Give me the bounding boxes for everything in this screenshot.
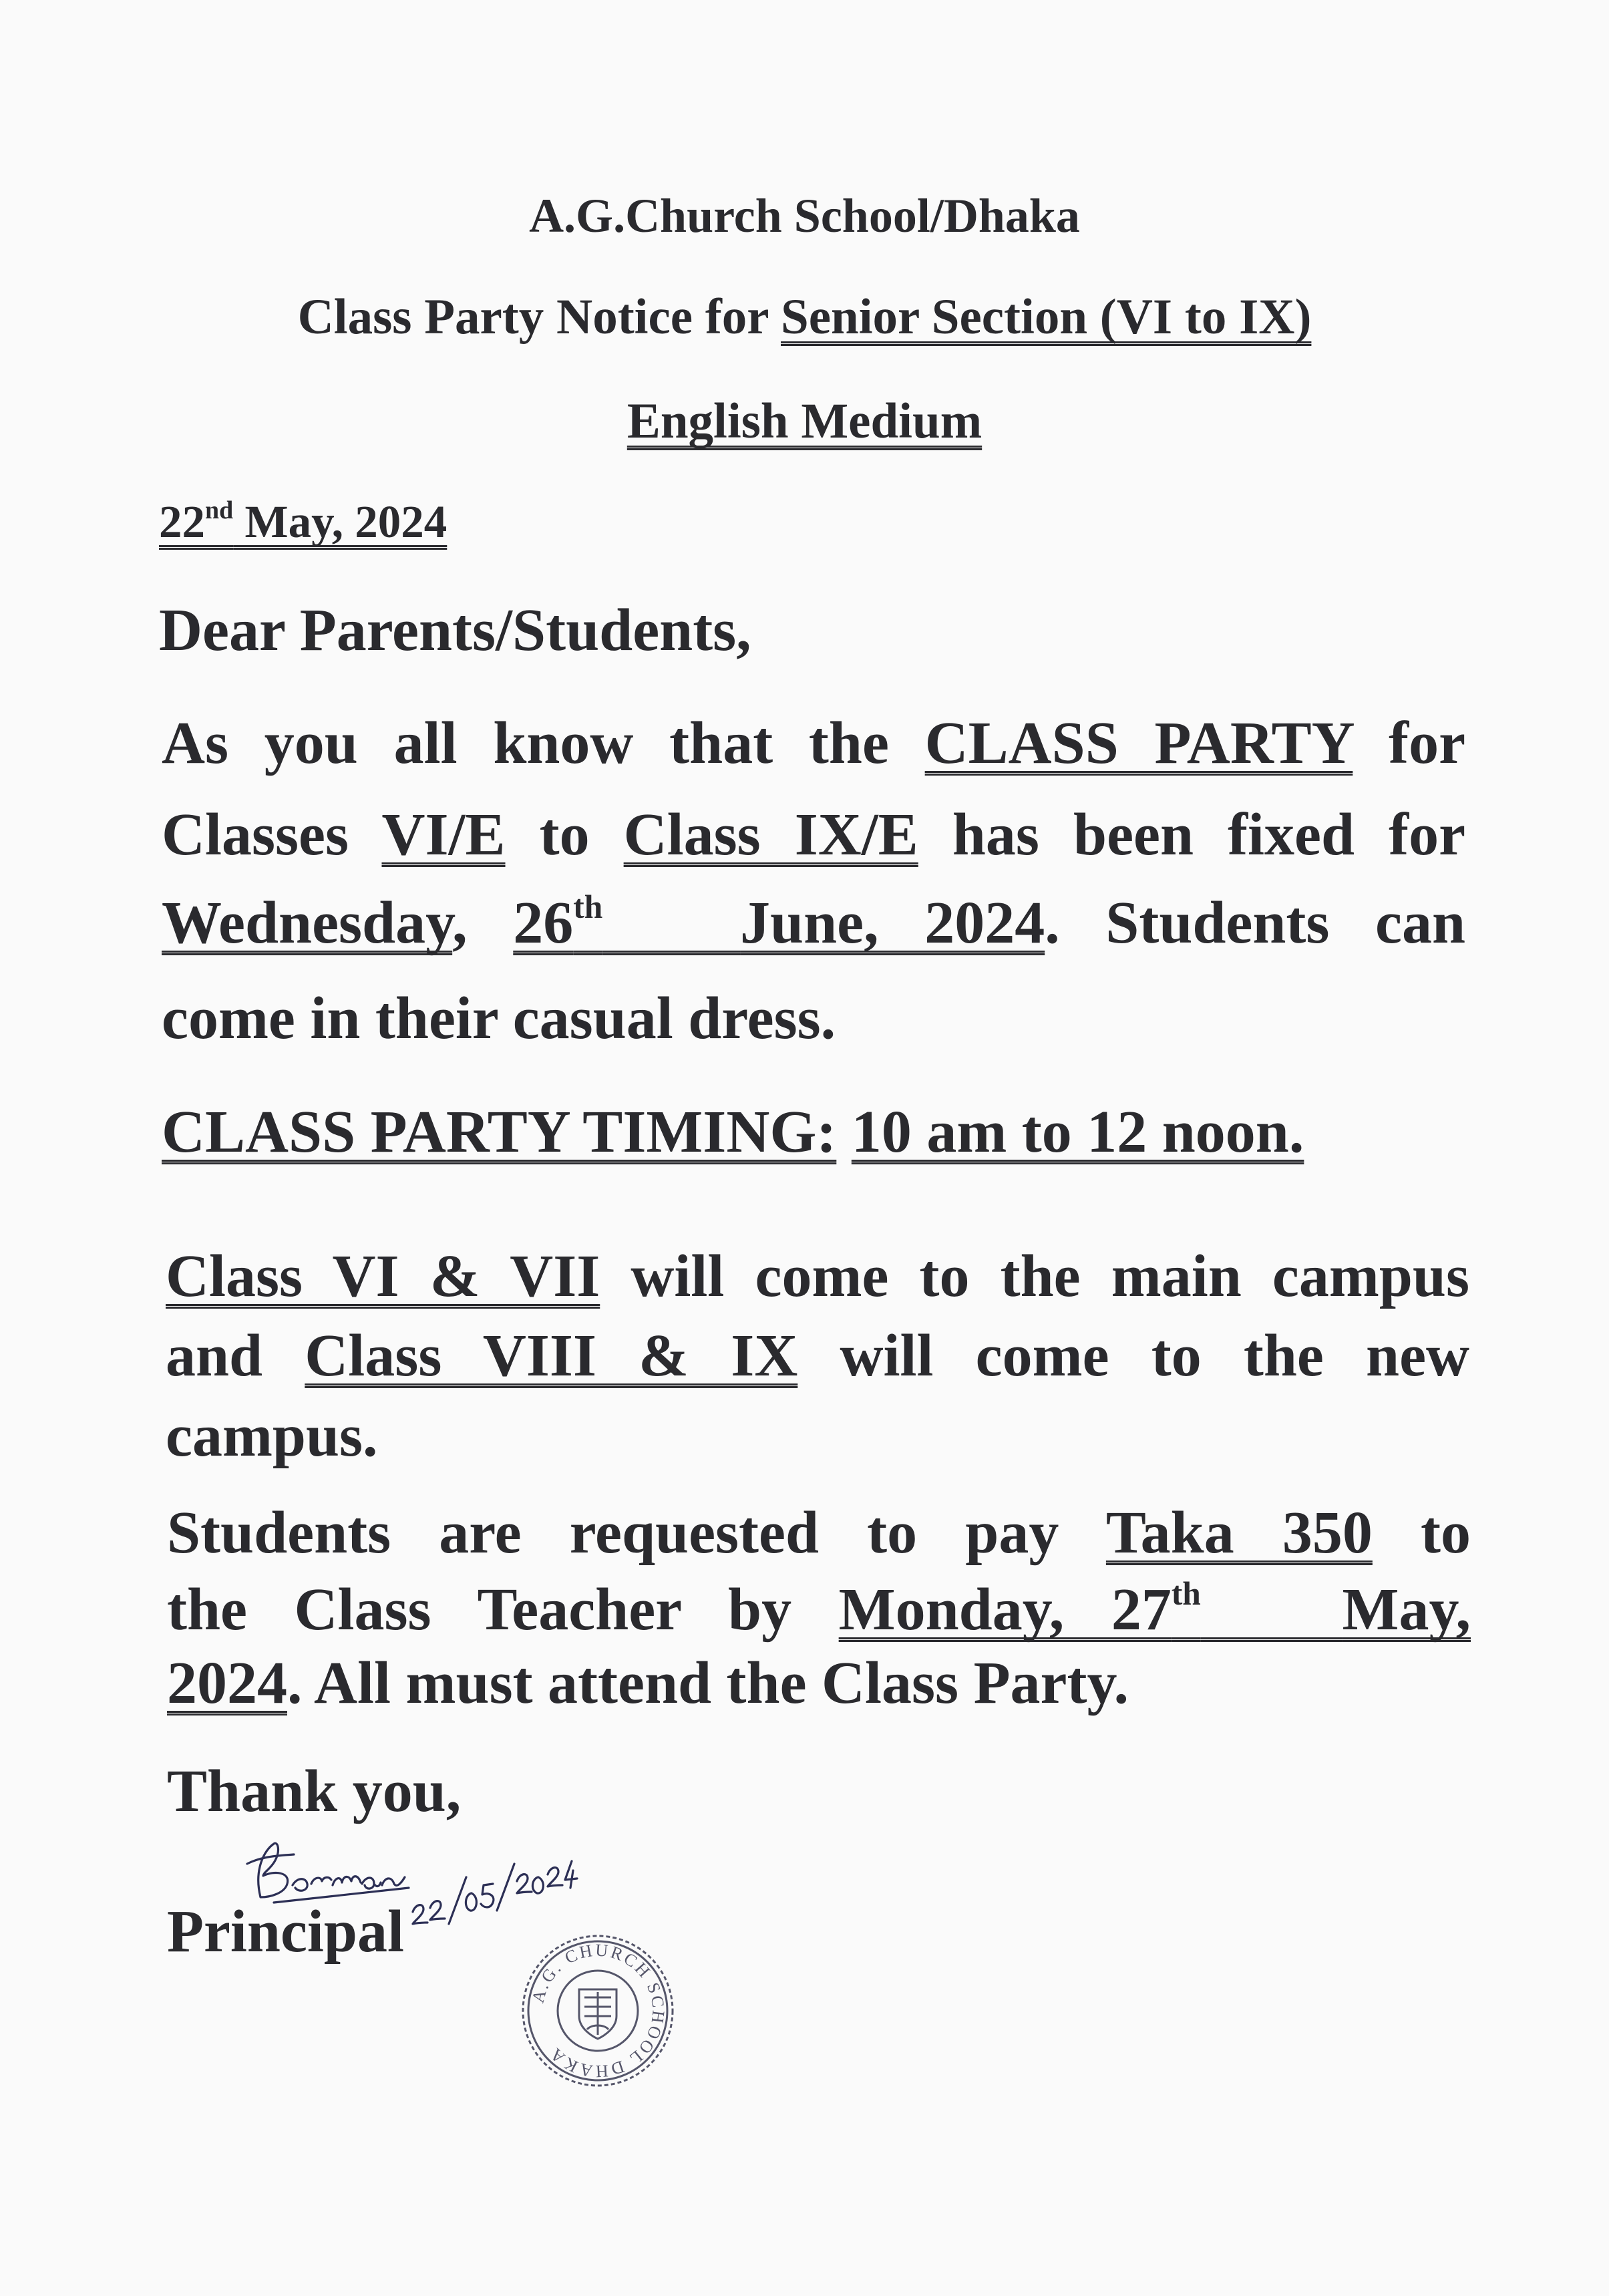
party-date bbox=[513, 890, 1045, 956]
para1-line1 bbox=[162, 710, 1466, 776]
para1-text: has been fixed for bbox=[952, 802, 1466, 868]
deadline-year: 2024 bbox=[167, 1650, 287, 1716]
para3-line2 bbox=[167, 1575, 1471, 1643]
salutation: Dear Parents/Students, bbox=[159, 597, 751, 663]
para3-text: to bbox=[1421, 1500, 1471, 1566]
party-month-year: June, 2024 bbox=[740, 890, 1045, 956]
para1-line2 bbox=[162, 802, 1466, 868]
comma: , bbox=[452, 890, 468, 956]
para2-line1 bbox=[166, 1243, 1469, 1309]
para3-line3 bbox=[167, 1650, 1471, 1716]
class-from: VI/E bbox=[381, 802, 506, 868]
timing-label: CLASS PARTY TIMING: bbox=[162, 1099, 837, 1165]
junior-classes: Class VI & VII bbox=[166, 1243, 600, 1309]
payment-deadline bbox=[839, 1577, 1471, 1643]
title-section: Senior Section (VI to IX) bbox=[781, 289, 1312, 345]
para1-text: Classes bbox=[162, 802, 349, 868]
para1-text: for bbox=[1389, 710, 1466, 776]
stamp-text: A.G. CHURCH SCHOOL DHAKA bbox=[528, 1940, 669, 2082]
para2-text: will come to the main campus bbox=[631, 1243, 1469, 1309]
signatory-title: Principal bbox=[167, 1899, 404, 1965]
para2-line3: campus. bbox=[166, 1403, 378, 1469]
deadline-month: May, bbox=[1342, 1577, 1471, 1643]
para1-text: to bbox=[539, 802, 590, 868]
medium-text: English Medium bbox=[627, 393, 982, 449]
deadline-day: Monday, 27 bbox=[838, 1577, 1172, 1643]
party-weekday: Wednesday bbox=[162, 890, 453, 956]
para1-line3 bbox=[162, 888, 1466, 956]
para2-line2 bbox=[166, 1323, 1470, 1389]
title-prefix: Class Party Notice for bbox=[297, 289, 781, 345]
notice-title bbox=[0, 289, 1609, 346]
date-day: 22 bbox=[159, 496, 205, 547]
notice-date bbox=[159, 496, 447, 548]
closing: Thank you, bbox=[167, 1758, 462, 1824]
para2-text: will come to the new bbox=[840, 1323, 1470, 1389]
party-day-suffix: th bbox=[573, 888, 603, 925]
medium-heading bbox=[0, 393, 1609, 450]
para1-text: As you all know that the bbox=[162, 710, 889, 776]
class-to: Class IX/E bbox=[623, 802, 918, 868]
para3-text: . All must attend the Class Party. bbox=[287, 1650, 1129, 1716]
date-suffix: nd bbox=[205, 496, 234, 524]
class-party-highlight: CLASS PARTY bbox=[924, 710, 1353, 776]
party-timing bbox=[162, 1099, 1304, 1165]
para3-text: Students are requested to pay bbox=[167, 1500, 1059, 1566]
para1-text: . Students can bbox=[1045, 890, 1466, 956]
para2-text: and bbox=[166, 1323, 263, 1389]
school-name: A.G.Church School/Dhaka bbox=[529, 189, 1080, 242]
date-rest: May, 2024 bbox=[233, 496, 448, 547]
school-stamp bbox=[518, 1931, 678, 2091]
deadline-suffix: th bbox=[1171, 1575, 1201, 1612]
senior-classes: Class VIII & IX bbox=[305, 1323, 798, 1389]
party-date-prefix bbox=[162, 890, 468, 956]
timing-value: 10 am to 12 noon. bbox=[851, 1099, 1304, 1165]
para3-text: the Class Teacher by bbox=[167, 1577, 792, 1643]
party-day: 26 bbox=[513, 890, 574, 956]
para3-line1 bbox=[167, 1500, 1471, 1566]
fee-amount: Taka 350 bbox=[1105, 1500, 1373, 1566]
para1-line4: come in their casual dress. bbox=[162, 985, 836, 1051]
